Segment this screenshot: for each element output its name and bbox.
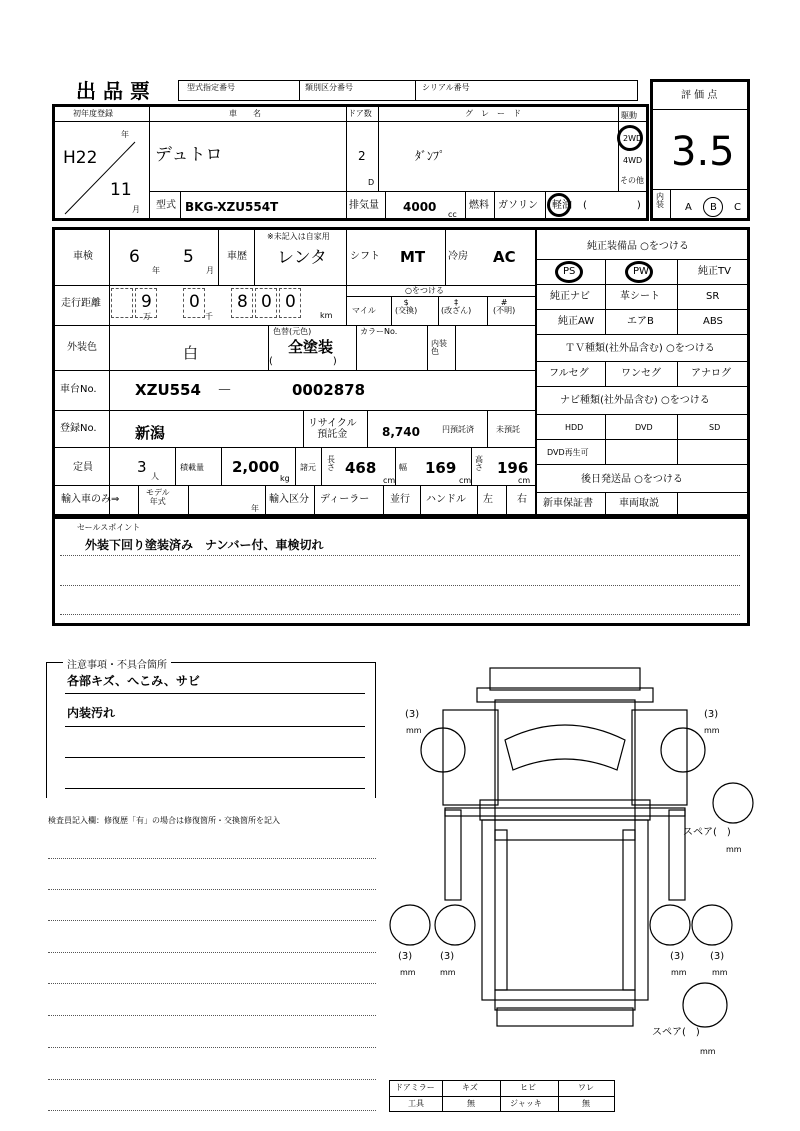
mileage-d2: 0 (189, 292, 200, 312)
car-name-label: 車 名 (229, 109, 261, 118)
score-label: 評 価 点 (681, 90, 718, 101)
mileage-d4: 0 (261, 292, 272, 312)
first-reg-month: 11 (110, 180, 132, 200)
interior-b-circle (703, 197, 723, 217)
drive-other: その他 (620, 176, 644, 185)
height-value: 196 (497, 459, 529, 477)
drive-2wd-circle (617, 125, 643, 151)
equip-pw-circle (625, 261, 653, 283)
color-change-value: 全塗装 (288, 338, 334, 356)
katashiki-value: BKG-XZU554T (185, 200, 279, 214)
capacity-value: 3 (137, 458, 147, 476)
grade-value: ﾀﾞﾝﾌﾟ (415, 149, 446, 163)
serial-label: シリアル番号 (422, 83, 470, 92)
shaken-year: 6 (129, 247, 140, 267)
score-box (650, 79, 750, 221)
fuel-diesel-circle (547, 193, 571, 217)
mileage-d1: 9 (141, 292, 152, 312)
header-codes (178, 80, 638, 101)
shaken-month: 5 (183, 247, 194, 267)
class-code-label: 類別区分番号 (305, 83, 353, 92)
shift-value: MT (400, 248, 426, 266)
fuel-diesel: 軽油 (552, 200, 572, 211)
recycle-value: 8,740 (382, 425, 420, 439)
chassis-number: 0002878 (292, 381, 366, 399)
chassis-prefix: XZU554 (135, 381, 201, 399)
first-reg-label: 初年度登録 (73, 109, 113, 118)
model-code-label: 型式指定番号 (187, 83, 235, 92)
drive-2wd: 2WD (623, 134, 643, 143)
ac-value: AC (493, 248, 516, 266)
diag-slash (55, 122, 149, 218)
interior-a: A (685, 202, 692, 213)
equip-ps-circle (555, 261, 583, 283)
drive-4wd: 4WD (623, 156, 643, 165)
width-value: 169 (425, 459, 457, 477)
note-line-2: 内装汚れ (67, 706, 116, 720)
reg-value: 新潟 (135, 424, 166, 442)
load-value: 2,000 (232, 458, 280, 476)
sheet-title: 出 品 票 (76, 79, 150, 103)
interior-c: C (734, 202, 741, 213)
vehicle-diagram (385, 660, 765, 1060)
length-value: 468 (345, 459, 377, 477)
equip-pw: PW (633, 266, 649, 277)
footer-table: ドアミラー キズ ヒビ ワレ 工具 無 ジャッキ 無 (389, 1080, 615, 1112)
mileage-d5: 0 (285, 292, 296, 312)
car-name: デュトロ (155, 145, 223, 165)
basic-info: 初年度登録 年 H22 11 月 車 名 デュトロ ドア数 2 D グ レ ー ド ﾀﾞﾝﾌﾟ 駆動 2WD 4WD その他 型式 BKG-XZU554T 排気量 4000 cc 燃料 ガソリン 軽油 ( ) (52, 104, 649, 221)
sales-point: セールスポイント 外装下回り塗装済み ナンバー付、車検切れ (52, 516, 750, 626)
displacement-value: 4000 (403, 200, 437, 214)
fuel-gas: ガソリン (498, 200, 538, 211)
doors-value: 2 (358, 149, 366, 163)
inspector-label: 検査員記入欄：修復歴「有」の場合は修復箇所・交換箇所を記入 (48, 816, 280, 825)
first-reg-year: H22 (63, 148, 98, 168)
detail-info: 車検 6 年 5 月 車歴 ※未記入は自家用 レンタ シフト MT 冷房 AC 走行距離 9 万 0 千 8 0 0 km ○をつける マイル $ (交換) ‡ (改ざん) # (不明) 外装色 白 色替(元色) 全塗装 ( ) カラーNo. 内装 色 車台No. XZU554 － 0002878 登録No. 新潟 リサイクル 預託金 8,740 円預託済 未預託 定員 3 人 積載量 2,000 kg 諸元 長 さ 468 cm 幅 169 cm 高 さ 196 cm 輸入車のみ⇒ モデル 年式 年 輸入区分 ディーラー 並行 ハンドル 左 右 純正装備品 ○をつける PS PW 純正TV 純正ナビ 革シート SR 純正AW エアB ABS ＴＶ種類(社外品含む) ○をつける フルセグ ワンセグ アナログ ナビ種類(社外品含む) ○をつける HDD DVD SD DVD再生可 後日発送品 ○をつける 新車保証書 車両取説 (52, 227, 750, 517)
interior-b: B (710, 202, 717, 213)
grade-label: グ レ ー ド (465, 109, 521, 118)
sales-text: 外装下回り塗装済み ナンバー付、車検切れ (85, 538, 324, 552)
note-line-1: 各部キズ、へこみ、サビ (67, 674, 200, 688)
interior-label: 内装 (656, 192, 664, 209)
color-value: 白 (183, 344, 199, 362)
history-value: レンタ (277, 248, 327, 268)
notes-box: 注意事項・不具合箇所 各部キズ、へこみ、サビ 内装汚れ (46, 662, 376, 798)
doors-label: ドア数 (348, 109, 372, 118)
equip-ps: PS (563, 266, 576, 277)
mileage-d3: 8 (237, 292, 248, 312)
score-value: 3.5 (671, 129, 735, 175)
